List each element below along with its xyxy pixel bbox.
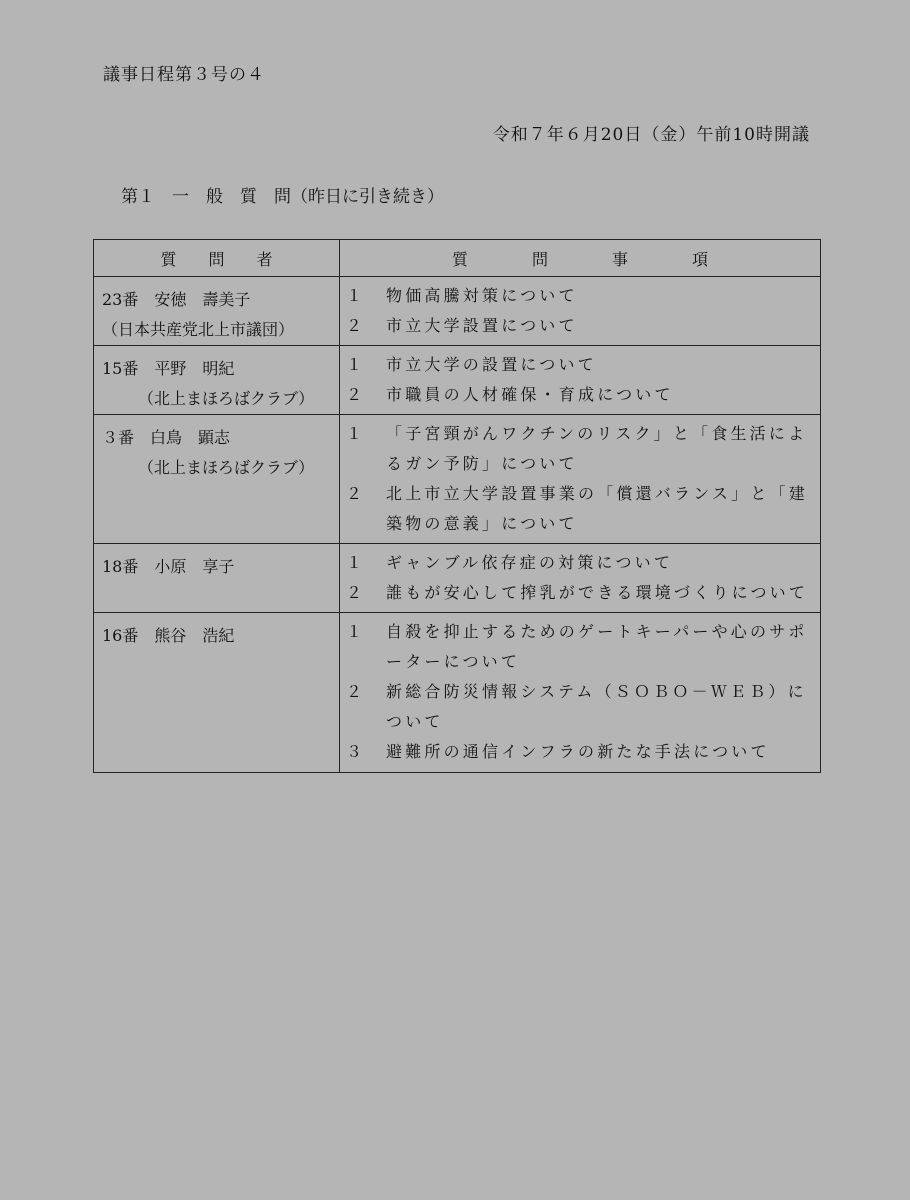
question-number: １ — [346, 286, 363, 305]
question-item — [340, 677, 820, 737]
questioner-group: （北上まほろばクラブ） — [138, 389, 315, 408]
question-text: 新総合防災情報システム（ＳＯＢＯ－ＷＥＢ）について — [386, 682, 807, 731]
table-header-row — [94, 240, 821, 277]
questioner-group: （日本共産党北上市議団） — [102, 320, 295, 339]
questioner-cell — [94, 415, 340, 544]
table-row — [94, 415, 821, 544]
table-row — [94, 544, 821, 613]
questions-table — [93, 239, 821, 773]
question-items-cell — [340, 613, 821, 773]
question-text: ギャンブル依存症の対策について — [386, 553, 674, 572]
question-item — [340, 281, 820, 311]
question-text: 誰もが安心して搾乳ができる環境づくりについて — [386, 583, 809, 602]
table-row — [94, 277, 821, 346]
table-row — [94, 346, 821, 415]
questioner-name: 15番 平野 明紀 — [102, 359, 235, 378]
question-item — [340, 419, 820, 479]
question-item — [340, 380, 820, 410]
questioner-cell — [94, 544, 340, 613]
questioner-name: 23番 安徳 壽美子 — [102, 290, 251, 309]
question-text: 北上市立大学設置事業の「償還バランス」と「建築物の意義」について — [386, 484, 808, 533]
question-items-cell — [340, 277, 821, 346]
question-number: １ — [346, 424, 363, 443]
question-number: １ — [346, 553, 363, 572]
question-text: 市立大学設置について — [386, 316, 578, 335]
question-number: ２ — [346, 484, 363, 503]
questioner-name: ３番 白鳥 顕志 — [102, 428, 231, 447]
question-item — [340, 311, 820, 341]
question-number: ２ — [346, 385, 363, 404]
question-number: ２ — [346, 316, 363, 335]
question-text: 市立大学の設置について — [386, 355, 597, 374]
question-items-cell — [340, 544, 821, 613]
questioner-cell — [94, 346, 340, 415]
question-items-cell — [340, 415, 821, 544]
question-item — [340, 479, 820, 539]
document-id: 議事日程第３号の４ — [103, 65, 265, 85]
header-question-items: 質 問 事 項 — [340, 240, 821, 277]
question-item — [340, 548, 820, 578]
question-text: 物価高騰対策について — [386, 286, 578, 305]
header-questioner: 質 問 者 — [94, 240, 340, 277]
question-number: ３ — [346, 742, 363, 761]
question-number: ２ — [346, 583, 363, 602]
questioner-name: 18番 小原 享子 — [102, 557, 235, 576]
table-row — [94, 613, 821, 773]
question-item — [340, 737, 820, 767]
question-item — [340, 617, 820, 677]
questioner-cell — [94, 613, 340, 773]
question-text: 自殺を抑止するためのゲートキーパーや心のサポーターについて — [386, 622, 808, 671]
questioner-name: 16番 熊谷 浩紀 — [102, 626, 235, 645]
agenda-heading: 第１ 一 般 質 問（昨日に引き続き） — [121, 187, 444, 207]
question-item — [340, 578, 820, 608]
questioner-cell — [94, 277, 340, 346]
question-items-cell — [340, 346, 821, 415]
question-number: ２ — [346, 682, 363, 701]
question-item — [340, 350, 820, 380]
question-text: 市職員の人材確保・育成について — [386, 385, 674, 404]
question-text: 「子宮頸がんワクチンのリスク」と「食生活によるガン予防」について — [386, 424, 808, 473]
meeting-date: 令和７年６月20日（金）午前10時開議 — [492, 125, 810, 145]
question-text: 避難所の通信インフラの新たな手法について — [386, 742, 770, 761]
question-number: １ — [346, 355, 363, 374]
questioner-group: （北上まほろばクラブ） — [138, 458, 315, 477]
question-number: １ — [346, 622, 363, 641]
